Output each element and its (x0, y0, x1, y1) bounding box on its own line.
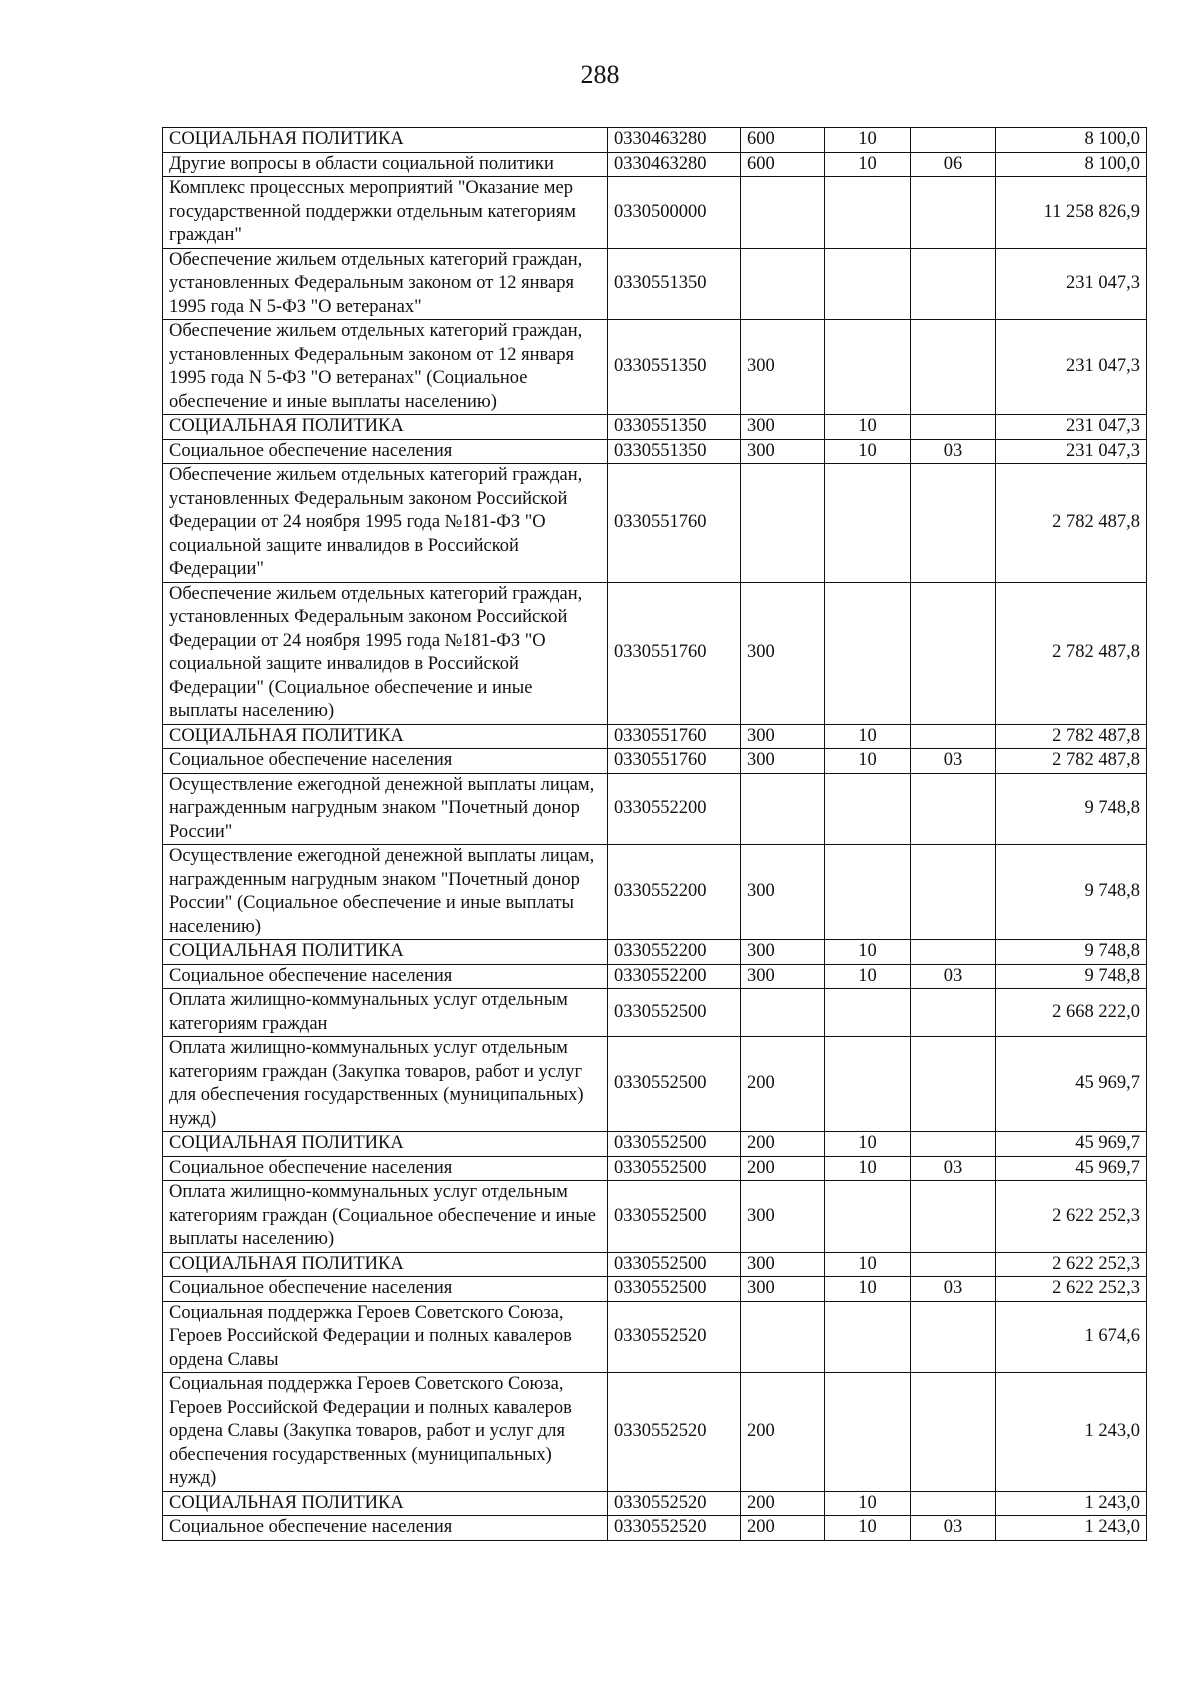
table-row (163, 1491, 1147, 1516)
section-cell (825, 464, 911, 583)
name-cell: Социальное обеспечение населения (163, 964, 608, 989)
name-cell: СОЦИАЛЬНАЯ ПОЛИТИКА (163, 128, 608, 153)
section-cell: 10 (825, 964, 911, 989)
table-row (163, 964, 1147, 989)
amount-cell: 1 243,0 (996, 1516, 1147, 1541)
name-cell: Обеспечение жильем отдельных категорий граждан, установленных Федеральным законом Российской Федерации от 24 ноября 1995 года №181-ФЗ "О социальной защите инвалидов в Российской Федерации" (163, 464, 608, 583)
name-cell: Другие вопросы в области социальной политики (163, 152, 608, 177)
subsection-cell (911, 128, 996, 153)
expense-type-cell: 300 (741, 320, 825, 415)
code-cell: 0330552520 (608, 1491, 741, 1516)
page-number: 288 (580, 60, 620, 89)
amount-cell: 45 969,7 (996, 1037, 1147, 1132)
table-row (163, 1132, 1147, 1157)
subsection-cell: 03 (911, 1277, 996, 1302)
table-row (163, 464, 1147, 583)
amount-cell: 8 100,0 (996, 128, 1147, 153)
subsection-cell (911, 1491, 996, 1516)
expense-type-cell: 200 (741, 1132, 825, 1157)
subsection-cell: 03 (911, 1156, 996, 1181)
code-cell: 0330552200 (608, 845, 741, 940)
amount-cell: 1 243,0 (996, 1373, 1147, 1492)
table-row (163, 248, 1147, 320)
expense-type-cell: 300 (741, 415, 825, 440)
expense-type-cell: 300 (741, 439, 825, 464)
code-cell: 0330552500 (608, 1252, 741, 1277)
name-cell: Оплата жилищно-коммунальных услуг отдельным категориям граждан (163, 989, 608, 1037)
name-cell: СОЦИАЛЬНАЯ ПОЛИТИКА (163, 1132, 608, 1157)
code-cell: 0330500000 (608, 177, 741, 249)
section-cell: 10 (825, 1132, 911, 1157)
amount-cell: 9 748,8 (996, 845, 1147, 940)
expense-type-cell: 200 (741, 1491, 825, 1516)
section-cell: 10 (825, 1277, 911, 1302)
amount-cell: 231 047,3 (996, 439, 1147, 464)
name-cell: Социальное обеспечение населения (163, 1516, 608, 1541)
code-cell: 0330463280 (608, 128, 741, 153)
code-cell: 0330552520 (608, 1516, 741, 1541)
expense-type-cell: 300 (741, 1252, 825, 1277)
section-cell (825, 1037, 911, 1132)
table-row (163, 415, 1147, 440)
section-cell (825, 1301, 911, 1373)
table-row (163, 582, 1147, 724)
expense-type-cell: 300 (741, 724, 825, 749)
amount-cell: 2 622 252,3 (996, 1181, 1147, 1253)
code-cell: 0330551350 (608, 439, 741, 464)
subsection-cell (911, 1132, 996, 1157)
subsection-cell: 03 (911, 1516, 996, 1541)
table-row (163, 845, 1147, 940)
subsection-cell (911, 989, 996, 1037)
section-cell (825, 582, 911, 724)
subsection-cell (911, 1037, 996, 1132)
amount-cell: 231 047,3 (996, 320, 1147, 415)
name-cell: Социальное обеспечение населения (163, 749, 608, 774)
table-row (163, 1516, 1147, 1541)
code-cell: 0330552500 (608, 1277, 741, 1302)
subsection-cell (911, 1373, 996, 1492)
table-row (163, 177, 1147, 249)
name-cell: Обеспечение жильем отдельных категорий граждан, установленных Федеральным законом от 12 января 1995 года N 5-ФЗ "О ветеранах" (Социальное обеспечение и иные выплаты населению) (163, 320, 608, 415)
section-cell (825, 1373, 911, 1492)
budget-table (162, 127, 1147, 1541)
table-row (163, 1181, 1147, 1253)
subsection-cell (911, 248, 996, 320)
table-row (163, 749, 1147, 774)
expense-type-cell: 200 (741, 1516, 825, 1541)
code-cell: 0330551760 (608, 724, 741, 749)
subsection-cell: 03 (911, 964, 996, 989)
section-cell: 10 (825, 152, 911, 177)
name-cell: Осуществление ежегодной денежной выплаты лицам, награжденным нагрудным знаком "Почетный донор России" (Социальное обеспечение и иные выплаты населению) (163, 845, 608, 940)
amount-cell: 2 622 252,3 (996, 1277, 1147, 1302)
code-cell: 0330552200 (608, 773, 741, 845)
code-cell: 0330551350 (608, 320, 741, 415)
section-cell: 10 (825, 1491, 911, 1516)
code-cell: 0330552500 (608, 989, 741, 1037)
subsection-cell (911, 1301, 996, 1373)
name-cell: Оплата жилищно-коммунальных услуг отдельным категориям граждан (Закупка товаров, работ и услуг для обеспечения государственных (муниципальных) нужд) (163, 1037, 608, 1132)
amount-cell: 2 668 222,0 (996, 989, 1147, 1037)
subsection-cell (911, 582, 996, 724)
subsection-cell (911, 415, 996, 440)
name-cell: Социальное обеспечение населения (163, 1156, 608, 1181)
table-row (163, 439, 1147, 464)
amount-cell: 1 243,0 (996, 1491, 1147, 1516)
table-row (163, 989, 1147, 1037)
name-cell: Социальное обеспечение населения (163, 1277, 608, 1302)
name-cell: Обеспечение жильем отдельных категорий граждан, установленных Федеральным законом Российской Федерации от 24 ноября 1995 года №181-ФЗ "О социальной защите инвалидов в Российской Федерации" (Социальное обеспечение и иные выплаты населению) (163, 582, 608, 724)
table-row (163, 1156, 1147, 1181)
amount-cell: 231 047,3 (996, 248, 1147, 320)
code-cell: 0330551760 (608, 582, 741, 724)
expense-type-cell: 300 (741, 1181, 825, 1253)
section-cell (825, 773, 911, 845)
table-row (163, 320, 1147, 415)
section-cell: 10 (825, 1516, 911, 1541)
expense-type-cell: 200 (741, 1156, 825, 1181)
subsection-cell: 06 (911, 152, 996, 177)
code-cell: 0330552200 (608, 940, 741, 965)
name-cell: СОЦИАЛЬНАЯ ПОЛИТИКА (163, 415, 608, 440)
amount-cell: 9 748,8 (996, 773, 1147, 845)
section-cell: 10 (825, 749, 911, 774)
section-cell (825, 989, 911, 1037)
code-cell: 0330551350 (608, 415, 741, 440)
subsection-cell (911, 1252, 996, 1277)
code-cell: 0330552500 (608, 1037, 741, 1132)
name-cell: Оплата жилищно-коммунальных услуг отдельным категориям граждан (Социальное обеспечение и иные выплаты населению) (163, 1181, 608, 1253)
amount-cell: 9 748,8 (996, 940, 1147, 965)
code-cell: 0330552500 (608, 1156, 741, 1181)
table-row (163, 128, 1147, 153)
table-row (163, 724, 1147, 749)
table-row (163, 1037, 1147, 1132)
amount-cell: 9 748,8 (996, 964, 1147, 989)
expense-type-cell (741, 177, 825, 249)
section-cell: 10 (825, 128, 911, 153)
amount-cell: 45 969,7 (996, 1132, 1147, 1157)
section-cell: 10 (825, 1252, 911, 1277)
table-row (163, 773, 1147, 845)
section-cell (825, 1181, 911, 1253)
name-cell: Социальная поддержка Героев Советского Союза, Героев Российской Федерации и полных кавалеров ордена Славы (163, 1301, 608, 1373)
amount-cell: 231 047,3 (996, 415, 1147, 440)
section-cell: 10 (825, 415, 911, 440)
amount-cell: 8 100,0 (996, 152, 1147, 177)
amount-cell: 2 782 487,8 (996, 464, 1147, 583)
section-cell: 10 (825, 724, 911, 749)
subsection-cell (911, 940, 996, 965)
expense-type-cell: 200 (741, 1373, 825, 1492)
table-row (163, 940, 1147, 965)
amount-cell: 2 782 487,8 (996, 749, 1147, 774)
name-cell: СОЦИАЛЬНАЯ ПОЛИТИКА (163, 940, 608, 965)
name-cell: СОЦИАЛЬНАЯ ПОЛИТИКА (163, 724, 608, 749)
subsection-cell (911, 177, 996, 249)
name-cell: СОЦИАЛЬНАЯ ПОЛИТИКА (163, 1491, 608, 1516)
name-cell: Социальная поддержка Героев Советского Союза, Героев Российской Федерации и полных кавалеров ордена Славы (Закупка товаров, работ и услуг для обеспечения государственных (муниципальных) нужд) (163, 1373, 608, 1492)
section-cell (825, 845, 911, 940)
name-cell: СОЦИАЛЬНАЯ ПОЛИТИКА (163, 1252, 608, 1277)
expense-type-cell: 300 (741, 1277, 825, 1302)
code-cell: 0330552500 (608, 1132, 741, 1157)
expense-type-cell: 300 (741, 582, 825, 724)
subsection-cell (911, 724, 996, 749)
subsection-cell (911, 773, 996, 845)
name-cell: Комплекс процессных мероприятий "Оказание мер государственной поддержки отдельным категориям граждан" (163, 177, 608, 249)
expense-type-cell: 300 (741, 964, 825, 989)
expense-type-cell (741, 989, 825, 1037)
expense-type-cell (741, 464, 825, 583)
table-row (163, 1373, 1147, 1492)
subsection-cell (911, 464, 996, 583)
expense-type-cell: 600 (741, 128, 825, 153)
subsection-cell: 03 (911, 439, 996, 464)
expense-type-cell: 300 (741, 845, 825, 940)
expense-type-cell: 200 (741, 1037, 825, 1132)
section-cell (825, 248, 911, 320)
subsection-cell (911, 845, 996, 940)
code-cell: 0330463280 (608, 152, 741, 177)
table-row (163, 1301, 1147, 1373)
section-cell: 10 (825, 1156, 911, 1181)
expense-type-cell: 600 (741, 152, 825, 177)
table-row (163, 1277, 1147, 1302)
expense-type-cell (741, 773, 825, 845)
table-row (163, 152, 1147, 177)
amount-cell: 2 622 252,3 (996, 1252, 1147, 1277)
section-cell: 10 (825, 439, 911, 464)
budget-table-body (163, 128, 1147, 1541)
amount-cell: 2 782 487,8 (996, 582, 1147, 724)
amount-cell: 1 674,6 (996, 1301, 1147, 1373)
table-row (163, 1252, 1147, 1277)
name-cell: Социальное обеспечение населения (163, 439, 608, 464)
code-cell: 0330552200 (608, 964, 741, 989)
subsection-cell: 03 (911, 749, 996, 774)
code-cell: 0330552520 (608, 1301, 741, 1373)
name-cell: Обеспечение жильем отдельных категорий граждан, установленных Федеральным законом от 12 января 1995 года N 5-ФЗ "О ветеранах" (163, 248, 608, 320)
amount-cell: 2 782 487,8 (996, 724, 1147, 749)
subsection-cell (911, 1181, 996, 1253)
code-cell: 0330552500 (608, 1181, 741, 1253)
expense-type-cell (741, 248, 825, 320)
code-cell: 0330551350 (608, 248, 741, 320)
amount-cell: 45 969,7 (996, 1156, 1147, 1181)
code-cell: 0330551760 (608, 749, 741, 774)
section-cell (825, 177, 911, 249)
expense-type-cell (741, 1301, 825, 1373)
expense-type-cell: 300 (741, 749, 825, 774)
code-cell: 0330551760 (608, 464, 741, 583)
amount-cell: 11 258 826,9 (996, 177, 1147, 249)
subsection-cell (911, 320, 996, 415)
section-cell (825, 320, 911, 415)
section-cell: 10 (825, 940, 911, 965)
code-cell: 0330552520 (608, 1373, 741, 1492)
expense-type-cell: 300 (741, 940, 825, 965)
name-cell: Осуществление ежегодной денежной выплаты лицам, награжденным нагрудным знаком "Почетный донор России" (163, 773, 608, 845)
